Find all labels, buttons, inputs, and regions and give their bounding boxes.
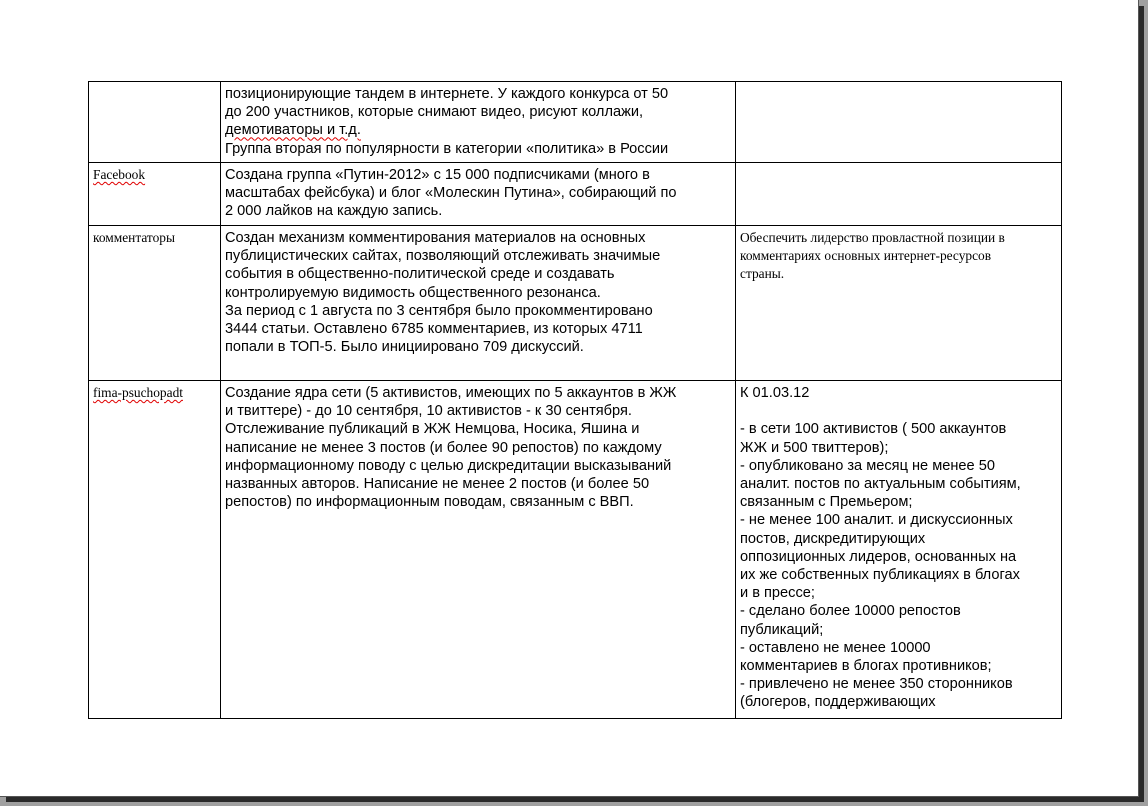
goal-blank-line: [740, 402, 1058, 420]
content-line: информационному поводу с целью дискредитации высказываний: [225, 457, 672, 474]
content-line: масштабах фейсбука) и блог «Молескин Путина», собирающий по: [225, 185, 677, 202]
goal-line: оппозиционных лидеров, основанных на: [740, 548, 1017, 565]
content-line: Создан механизм комментирования материалов на основных: [225, 230, 646, 246]
goal-line: - оставлено не менее 10000: [740, 639, 931, 656]
content-line: до 200 участников, которые снимают видео, рисуют коллажи,: [225, 104, 644, 121]
row-label-cell: [89, 82, 221, 163]
row-goal-cell: [736, 381, 1062, 719]
goal-line: комментариях основных интернет-ресурсов: [740, 248, 992, 263]
content-line: демотиваторы и т.д.: [225, 122, 361, 139]
table-row: [89, 163, 1062, 226]
goal-line: и в прессе;: [740, 585, 815, 602]
goal-line: - в сети 100 активистов ( 500 аккаунтов: [740, 421, 1007, 438]
goal-line: ЖЖ и 500 твиттеров);: [740, 439, 889, 456]
row-label-cell: [89, 381, 221, 719]
content-line: За период с 1 августа по 3 сентября было прокомментировано: [225, 302, 653, 319]
row-label: комментаторы: [93, 230, 175, 245]
row-content-cell: [221, 163, 736, 226]
goal-line: - привлечено не менее 350 сторонников: [740, 676, 1013, 693]
goal-line: Обеспечить лидерство провластной позиции в: [740, 230, 1005, 245]
table-row: [89, 226, 1062, 381]
document-table: [88, 81, 1062, 719]
content-line: названных авторов. Написание не менее 2 постов (и более 50: [225, 476, 650, 493]
goal-line: (блогеров, поддерживающих: [740, 694, 936, 711]
content-line: 3444 статьи. Оставлено 6785 комментариев, из которых 4711: [225, 321, 643, 338]
goal-line: - опубликовано за месяц не менее 50: [740, 457, 995, 474]
row-content-cell: [221, 226, 736, 381]
content-line: и твиттере) - до 10 сентября, 10 активистов - к 30 сентября.: [225, 403, 632, 420]
goal-line: страны.: [740, 266, 785, 281]
content-line: репостов) по информационным поводам, связанным с ВВП.: [225, 494, 634, 511]
goal-line: связанным с Премьером;: [740, 494, 913, 511]
content-line: публицистических сайтах, позволяющий отслеживать значимые: [225, 248, 661, 265]
goal-line: - не менее 100 аналит. и дискуссионных: [740, 512, 1013, 529]
row-label-cell: [89, 226, 221, 381]
row-goal-cell: [736, 163, 1062, 226]
content-line: позиционирующие тандем в интернете. У каждого конкурса от 50: [225, 86, 669, 102]
row-content-cell: [221, 82, 736, 163]
goal-line: публикаций;: [740, 621, 824, 638]
goal-line: комментариев в блогах противников;: [740, 658, 992, 675]
content-line: Группа вторая по популярности в категории «политика» в России: [225, 140, 669, 157]
content-line: написание не менее 3 постов (и более 90 репостов) по каждому: [225, 439, 662, 456]
goal-line: аналит. постов по актуальным событиям,: [740, 476, 1021, 492]
content-line: попали в ТОП-5. Было инициировано 709 дискуссий.: [225, 339, 584, 356]
row-goal-cell: [736, 82, 1062, 163]
row-goal-cell: [736, 226, 1062, 381]
content-line: контролируемую видимость общественного резонанса.: [225, 284, 601, 301]
content-line: 2 000 лайков на каждую запись.: [225, 203, 443, 220]
row-label: Facebook: [93, 167, 146, 182]
goal-line: - сделано более 10000 репостов: [740, 603, 961, 620]
row-label: fima-psuchopadt: [93, 385, 183, 400]
content-line: Отслеживание публикаций в ЖЖ Немцова, Носика, Яшина и: [225, 421, 640, 438]
content-line: Создание ядра сети (5 активистов, имеющих по 5 аккаунтов в ЖЖ: [225, 385, 677, 401]
goal-line: К 01.03.12: [740, 385, 810, 401]
table-row: [89, 381, 1062, 719]
goal-line: постов, дискредитирующих: [740, 530, 926, 547]
row-content-cell: [221, 381, 736, 719]
content-line: события в общественно-политической среде и создавать: [225, 266, 615, 283]
goal-line: их же собственных публикациях в блогах: [740, 567, 1020, 584]
row-label-cell: [89, 163, 221, 226]
content-line: Создана группа «Путин-2012» с 15 000 подписчиками (много в: [225, 167, 650, 183]
table-row: [89, 82, 1062, 163]
